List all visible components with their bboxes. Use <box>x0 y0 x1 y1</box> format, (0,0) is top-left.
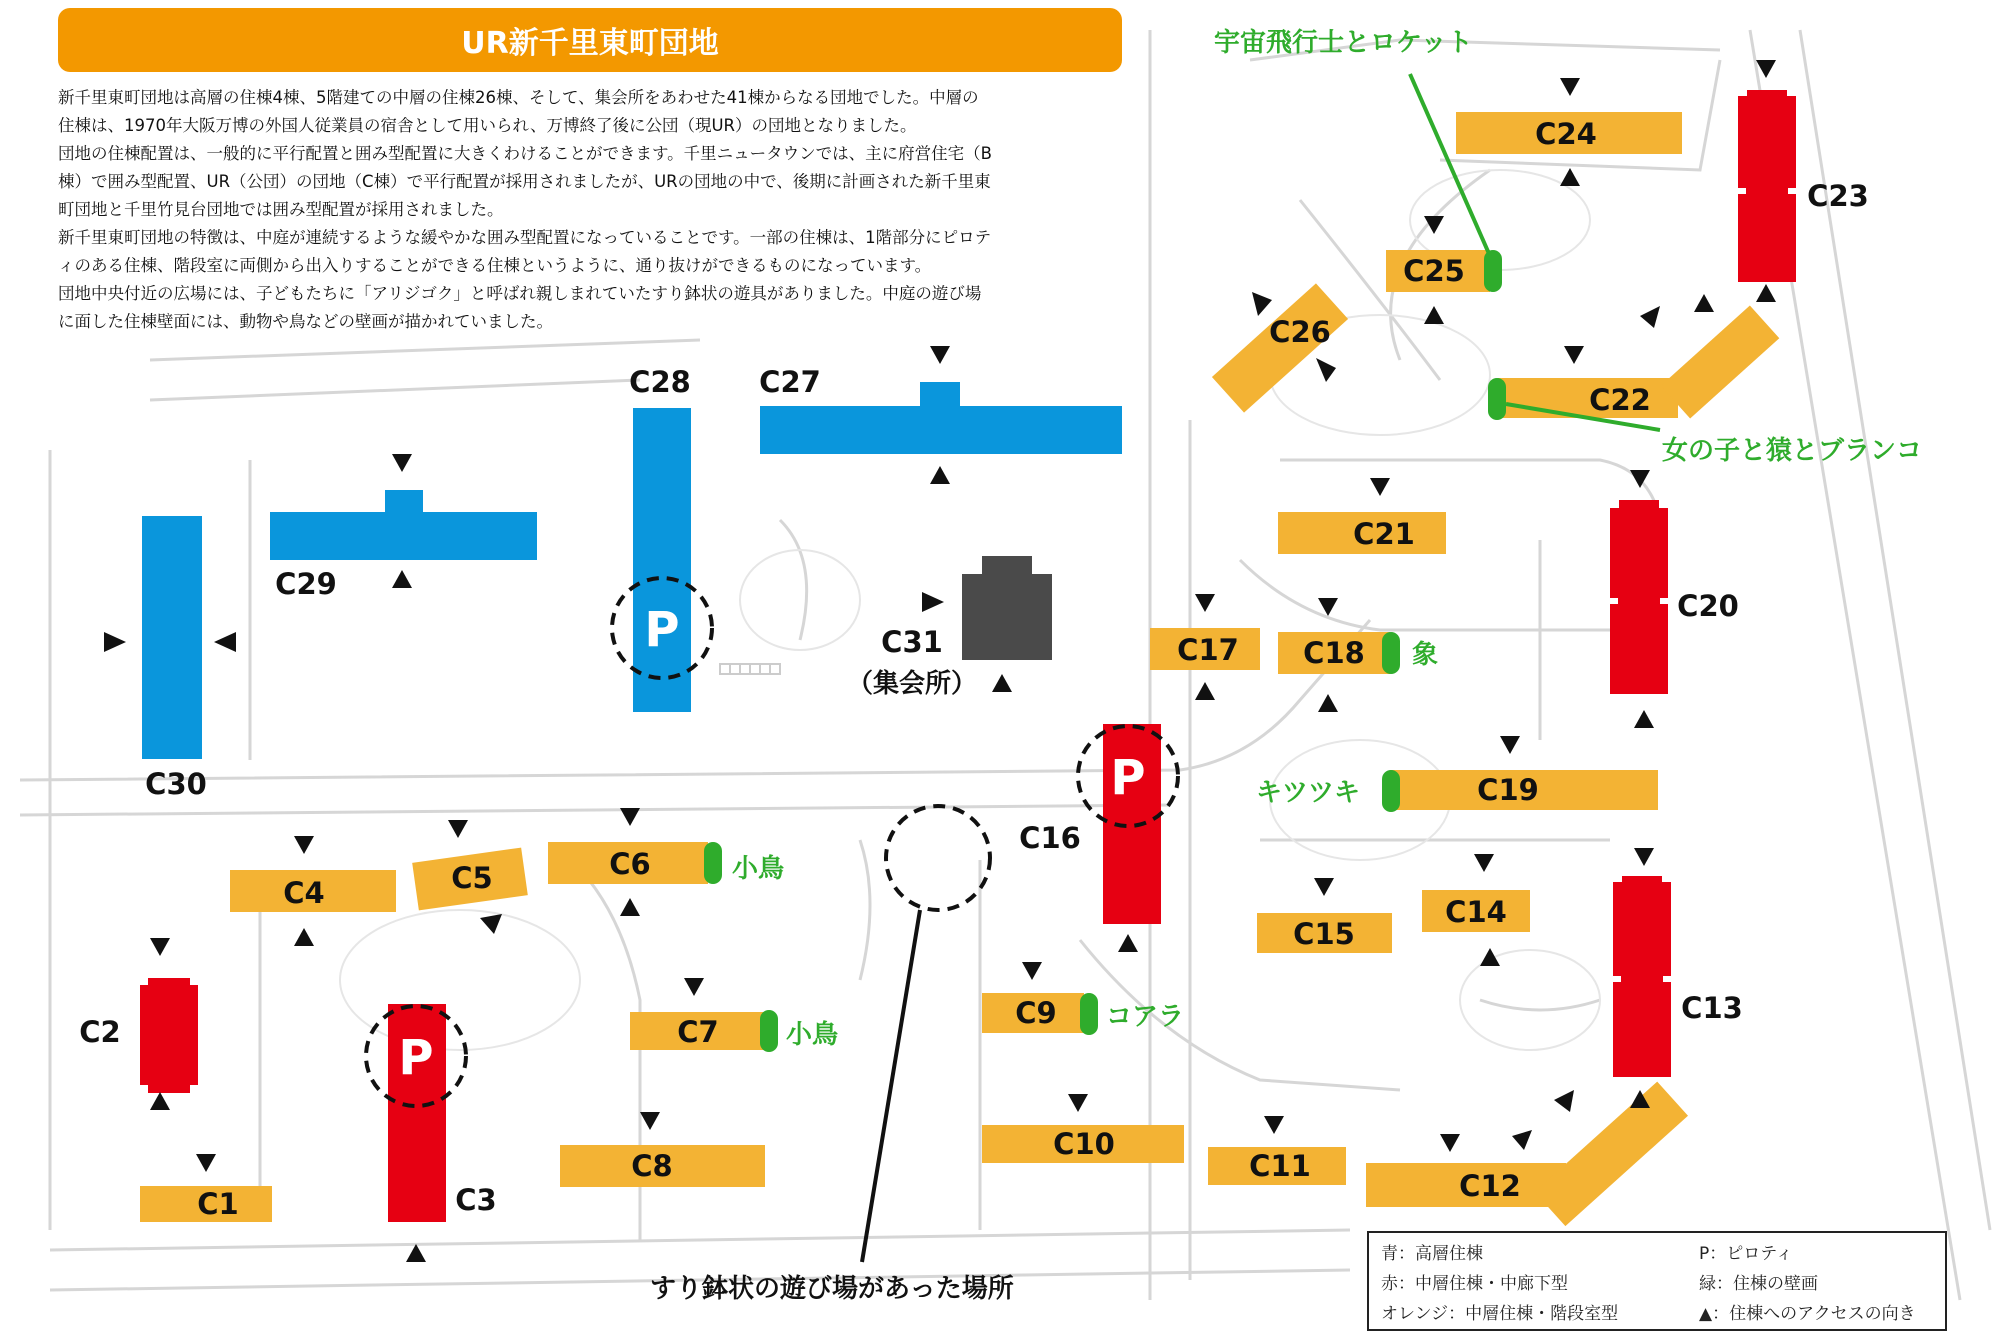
mural-label-c6: 小鳥 <box>732 854 785 884</box>
label-c15: C15 <box>1293 917 1355 951</box>
label-c17: C17 <box>1177 633 1239 667</box>
label-c28: C28 <box>629 365 691 399</box>
mural-marker-c19 <box>1382 770 1400 812</box>
mural-marker-c7 <box>760 1010 778 1052</box>
legend <box>1367 1231 1947 1331</box>
description-line: 新千里東町団地の特徴は、中庭が連続するような緩やかな囲み型配置になっていることです。一部の住棟は、1階部分にピロテ <box>58 228 992 247</box>
label-c5: C5 <box>451 861 493 895</box>
label-c16: C16 <box>1019 821 1081 855</box>
description-line: に面した住棟壁面には、動物や鳥などの壁画が描かれていました。 <box>58 312 553 331</box>
description-line: 住棟は、1970年大阪万博の外国人従業員の宿舎として用いられ、万博終了後に公団（現UR）の団地となりました。 <box>58 116 917 135</box>
description-line: 町団地と千里竹見台団地では囲み型配置が採用されました。 <box>58 200 504 219</box>
label-c26: C26 <box>1269 315 1331 349</box>
building-c31 <box>962 556 1052 660</box>
mural-label-c18: 象 <box>1412 640 1439 670</box>
legend-pilotis: P：ピロティ <box>1699 1244 1793 1264</box>
bowl-playground-caption: すり鉢状の遊び場があった場所 <box>650 1274 1014 1304</box>
pilotis-label-c28: P <box>644 602 680 658</box>
label-c3: C3 <box>455 1183 497 1217</box>
description-line: 団地の住棟配置は、一般的に平行配置と囲み型配置に大きくわけることができます。千里ニュータウンでは、主に府営住宅（B <box>58 144 992 163</box>
label-c7: C7 <box>677 1015 719 1049</box>
label-c9: C9 <box>1015 996 1057 1030</box>
label-c13: C13 <box>1681 991 1743 1025</box>
description-line: 新千里東町団地は高層の住棟4棟、5階建ての中層の住棟26棟、そして、集会所をあわせた41棟からなる団地でした。中層の <box>58 88 979 107</box>
building-c13 <box>1613 876 1671 1077</box>
label-c30: C30 <box>145 767 207 801</box>
building-c30 <box>142 516 202 759</box>
mural-label-c25: 宇宙飛行士とロケット <box>1214 28 1473 58</box>
description-text <box>58 84 1128 336</box>
bowl-playground-circle <box>886 806 990 910</box>
label-c31: C31 <box>881 625 943 659</box>
mural-label-c9: コアラ <box>1106 1002 1185 1032</box>
pilotis-label-c3: P <box>398 1030 434 1086</box>
label-c25: C25 <box>1403 254 1465 288</box>
label-c6: C6 <box>609 847 651 881</box>
page-title: UR新千里東町団地 <box>58 8 1122 72</box>
label-c19: C19 <box>1477 773 1539 807</box>
label-c11: C11 <box>1249 1149 1311 1183</box>
mural-label-c7: 小鳥 <box>786 1020 839 1050</box>
building-c20 <box>1610 500 1668 694</box>
building-c28 <box>633 408 691 712</box>
legend-arrow: ▲：住棟へのアクセスの向き <box>1699 1304 1916 1324</box>
label-c18: C18 <box>1303 636 1365 670</box>
label-c22: C22 <box>1589 383 1651 417</box>
legend-green: 緑：住棟の壁画 <box>1699 1274 1818 1294</box>
label-c21: C21 <box>1353 517 1415 551</box>
label-c4: C4 <box>283 876 325 910</box>
label-c10: C10 <box>1053 1127 1115 1161</box>
mural-label-c22: 女の子と猿とブランコ <box>1662 436 1923 466</box>
legend-red: 赤：中層住棟・中廊下型 <box>1381 1274 1568 1294</box>
mural-marker-c18 <box>1382 632 1400 674</box>
building-c29 <box>270 512 537 560</box>
label-c24: C24 <box>1535 117 1597 151</box>
building-c22 <box>1498 378 1678 418</box>
legend-orange: オレンジ：中層住棟・階段室型 <box>1381 1304 1619 1324</box>
mural-marker-c6 <box>704 842 722 884</box>
label-c27: C27 <box>759 365 821 399</box>
description-line: 棟）で囲み型配置、UR（公団）の団地（C棟）で平行配置が採用されましたが、URの団地の中で、後期に計画された新千里東 <box>58 172 991 191</box>
label-c31-sub: （集会所） <box>846 669 978 699</box>
label-c23: C23 <box>1807 179 1869 213</box>
mural-marker-c25 <box>1484 250 1502 292</box>
mural-marker-c9 <box>1080 993 1098 1035</box>
legend-blue: 青：高層住棟 <box>1381 1244 1483 1264</box>
building-c27 <box>760 406 1122 454</box>
label-c12: C12 <box>1459 1169 1521 1203</box>
mural-label-c19: キツツキ <box>1256 778 1361 808</box>
mural-marker-c22 <box>1488 378 1506 420</box>
label-c8: C8 <box>631 1149 673 1183</box>
description-line: 団地中央付近の広場には、子どもたちに「アリジゴク」と呼ばれ親しまれていたすり鉢状の遊具がありました。中庭の遊び場 <box>58 284 982 303</box>
building-c23 <box>1738 90 1796 282</box>
description-line: ィのある住棟、階段室に両側から出入りすることができる住棟というように、通り抜けができるものになっています。 <box>58 256 932 275</box>
building-c2 <box>140 978 198 1093</box>
label-c14: C14 <box>1445 895 1507 929</box>
label-c1: C1 <box>197 1187 239 1221</box>
label-c29: C29 <box>275 567 337 601</box>
pilotis-label-c16: P <box>1110 750 1146 806</box>
label-c20: C20 <box>1677 589 1739 623</box>
stairs-symbol <box>720 664 780 674</box>
label-c2: C2 <box>79 1015 121 1049</box>
